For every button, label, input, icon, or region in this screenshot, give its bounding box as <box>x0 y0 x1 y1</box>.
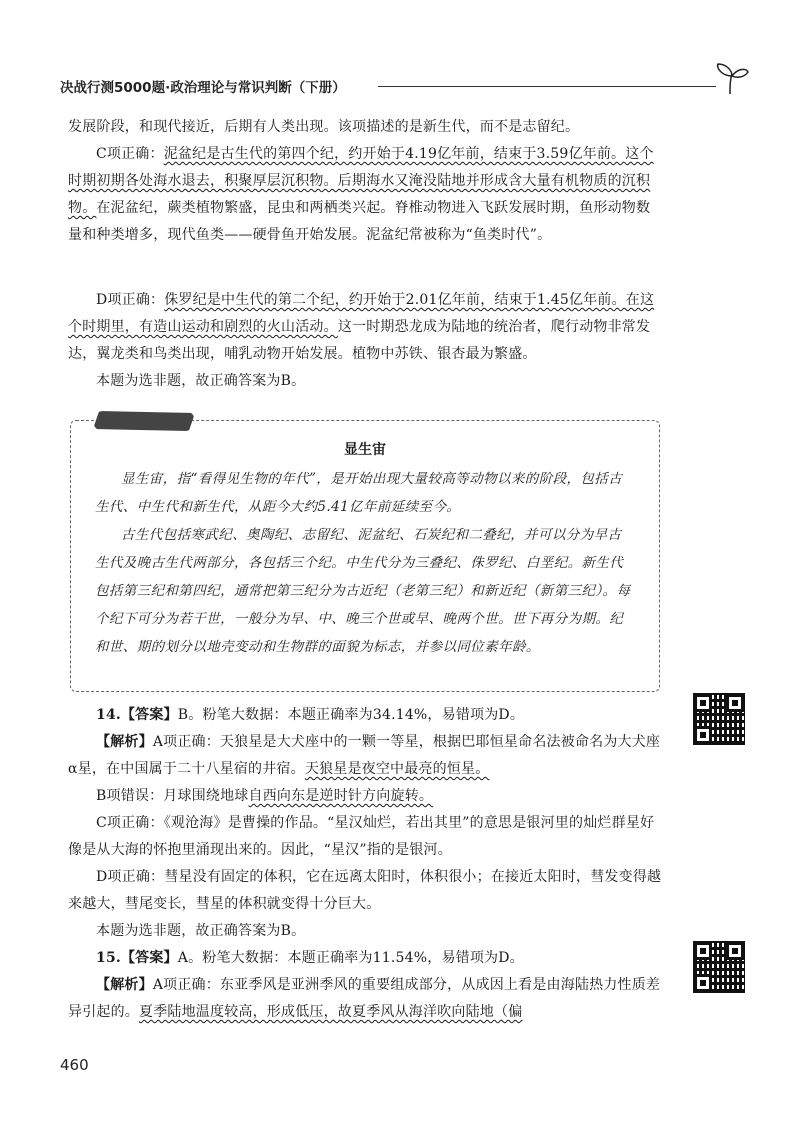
q14-a-text: A项正确：天狼星是大犬座中的一颗一等星，根据巴耶恒星命名法被命名为大犬座α星，在中国属于二十八星宿的井宿。 <box>68 734 661 777</box>
running-header <box>60 62 750 102</box>
q15-a-text: A项正确：东亚季风是亚洲季风的重要组成部分，从成因上看是由海陆热力性质差异引起的。 <box>68 977 661 1020</box>
q14-analysis-label: 【解析】 <box>96 734 153 750</box>
option-c-lead: C项正确： <box>96 146 164 162</box>
q15-answer-text: A。粉笔大数据：本题正确率为11.54%，易错项为D。 <box>177 950 524 966</box>
q14-analysis-a <box>68 729 662 783</box>
header-rule <box>378 86 716 87</box>
q14-a-underlined: 天狼星是夜空中最亮的恒星。 <box>304 761 490 777</box>
q15-analysis-a <box>68 972 662 1026</box>
option-d-paragraph <box>68 287 662 368</box>
knowledge-tag <box>93 411 195 431</box>
q14-b-text: B项错误：月球围绕地球 <box>96 788 249 804</box>
option-d-lead: D项正确： <box>96 292 165 308</box>
option-c-rest: 在泥盆纪，蕨类植物繁盛，昆虫和两栖类兴起。脊椎动物进入飞跃发展时期，鱼形动物数量和种类增多，现代鱼类——硬骨鱼开始发展。泥盆纪常被称为“鱼类时代”。 <box>68 200 651 243</box>
q15-analysis-label: 【解析】 <box>96 977 153 993</box>
q15-a-underlined: 夏季陆地温度较高，形成低压，故夏季风从海洋吹向陆地（偏 <box>139 1004 523 1020</box>
q14-analysis-d: D项正确：彗星没有固定的体积，它在远离太阳时，体积很小；在接近太阳时，彗发变得越来越大，彗尾变长，彗星的体积就变得十分巨大。 <box>68 869 662 912</box>
q14-analysis-b <box>68 783 662 810</box>
q14-conclusion: 本题为选非题，故正确答案为B。 <box>96 923 306 939</box>
option-c-paragraph <box>68 141 662 249</box>
q14-analysis-c: C项正确：《观沧海》是曹操的作品。“星汉灿烂，若出其里”的意思是银河里的灿烂群星好像是从大海的怀抱里涌现出来的。因此，“星汉”指的是银河。 <box>68 815 655 858</box>
knowledge-box <box>70 420 660 692</box>
option-d-rest: 这一时期恐龙成为陆地的统治者，爬行动物非常发达，翼龙类和鸟类出现，哺乳动物开始发展。植物中苏铁、银杏最为繁盛。 <box>68 319 651 362</box>
q15-answer <box>68 945 662 972</box>
page-number: 460 <box>60 1056 89 1074</box>
option-c-underlined-1: 泥盆纪是古生代的第四个纪，约开始于4.19亿年前，结束于3.59亿年前。 <box>163 146 626 162</box>
paragraph-continuation: 发展阶段，和现代接近，后期有人类出现。该项描述的是新生代，而不是志留纪。 <box>68 119 580 135</box>
book-title: 决战行测5000题·政治理论与常识判断（下册） <box>60 80 346 96</box>
conclusion-13: 本题为选非题，故正确答案为B。 <box>96 373 306 389</box>
box-paragraph-1: 显生宙，指“看得见生物的年代”，是开始出现大量较高等动物以来的阶段，包括古生代、中生代和新生代，从距今大约5.41亿年前延续至今。 <box>95 471 623 515</box>
box-title: 显生宙 <box>344 442 386 458</box>
q14-qr-code[interactable] <box>694 694 744 744</box>
q14-answer-text: B。粉笔大数据：本题正确率为34.14%，易错项为D。 <box>177 707 525 723</box>
option-d-underlined: 侏罗纪是中生代的第二个纪，约开始于2.01亿年前，结束于1.45亿年前。在这个时期里，有造山运动和剧烈的火山活动。 <box>68 292 655 335</box>
q14-answer <box>68 702 662 729</box>
q15-number: 15.【答案】 <box>96 950 178 966</box>
sprout-icon <box>710 62 750 96</box>
q15-qr-code[interactable] <box>694 942 744 992</box>
box-paragraph-2: 古生代包括寒武纪、奥陶纪、志留纪、泥盆纪、石炭纪和二叠纪，并可以分为早古生代及晚古生代两部分，各包括三个纪。中生代分为三叠纪、侏罗纪、白垩纪。新生代包括第三纪和第四纪，通常把第三纪分为古近纪（老第三纪）和新近纪（新第三纪）。每个纪下可分为若干世，一般分为早、中、晚三个世或早、晚两个世。世下再分为期。纪和世、期的划分以地壳变动和生物群的面貌为标志，并参以同位素年龄。 <box>95 527 631 655</box>
q14-b-underlined: 自西向东是逆时针方向旋转。 <box>248 788 434 804</box>
q14-number: 14.【答案】 <box>96 707 178 723</box>
option-c-underlined-2: 这个时期初期各处海水退去，积聚厚层沉积物。后期海水又淹没陆地并形成含大量有机物质的沉积物。 <box>68 146 654 216</box>
